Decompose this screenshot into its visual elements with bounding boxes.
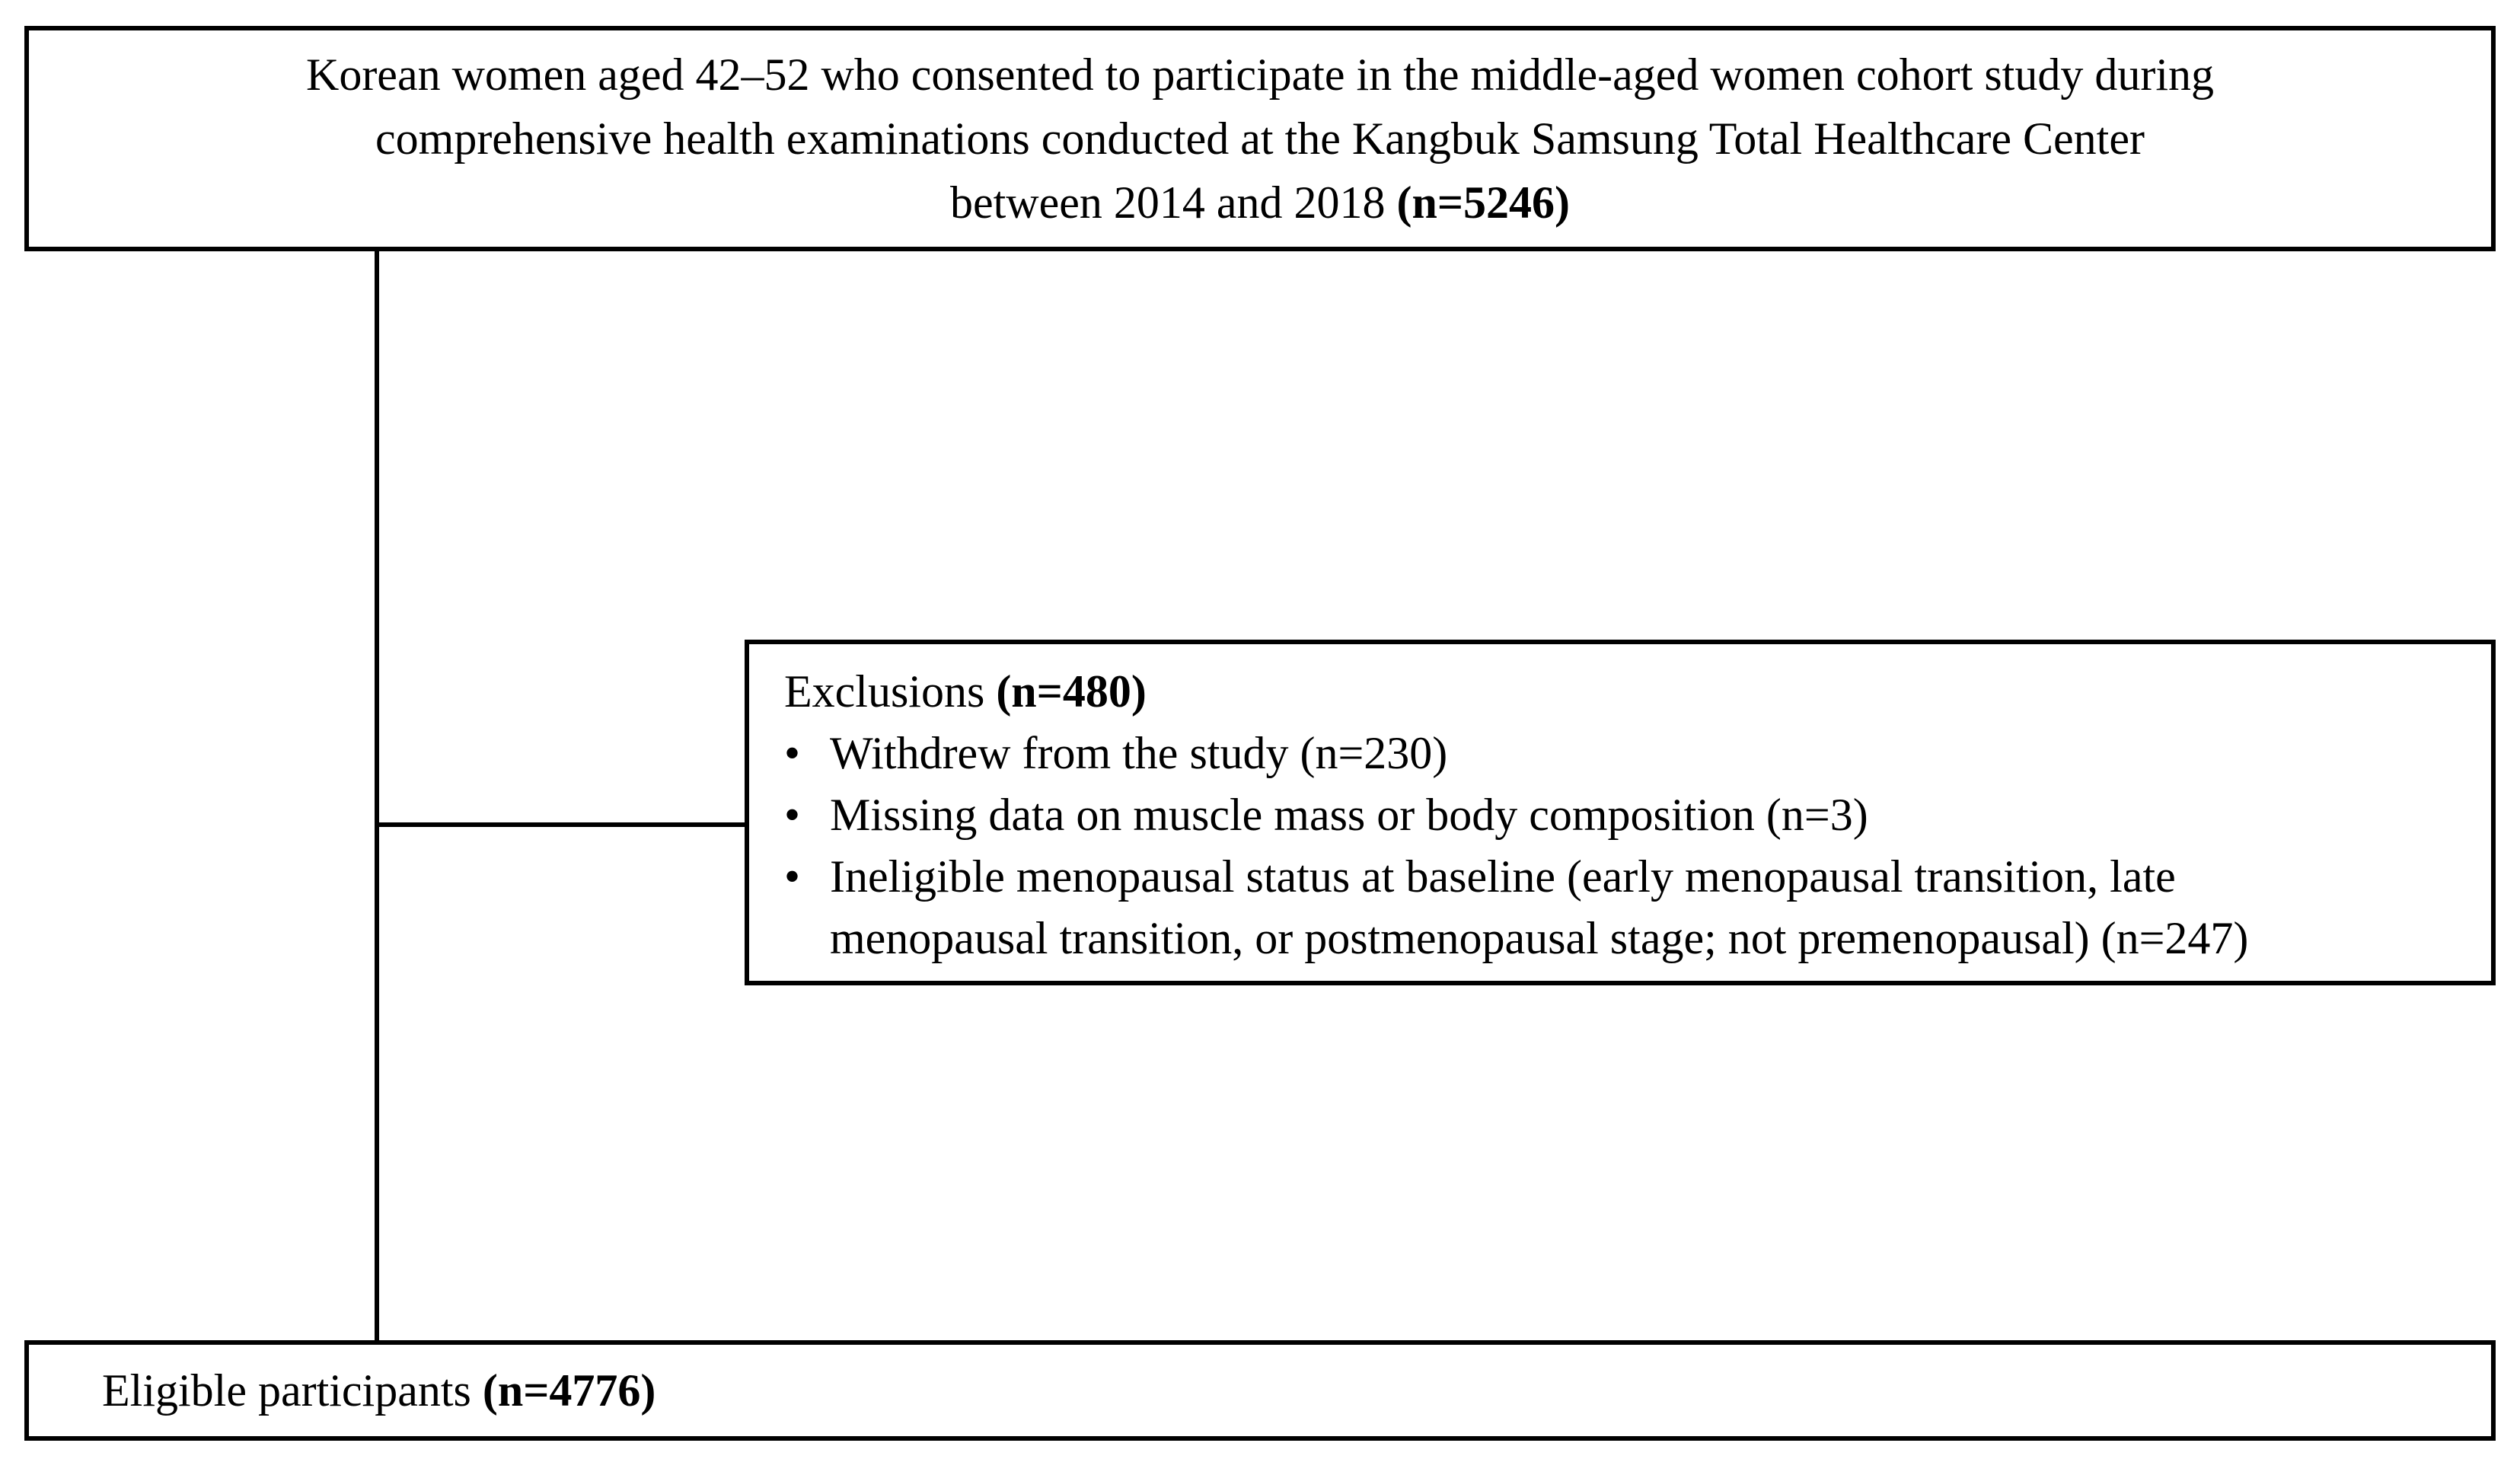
eligible-participants-text — [102, 1365, 656, 1417]
enrollment-line-3 — [950, 171, 1570, 235]
exclusion-item-text-line-1: Ineligible menopausal status at baseline (early menopausal transition, late — [830, 851, 2176, 902]
enrollment-box — [24, 26, 2496, 251]
exclusions-title-label: Exclusions — [784, 666, 997, 717]
exclusion-item-text-line-2: menopausal transition, or postmenopausal stage; not premenopausal) (n=247) — [830, 913, 2249, 963]
exclusions-box — [745, 640, 2496, 985]
exclusion-item-text: Missing data on muscle mass or body composition (n=3) — [830, 790, 1868, 840]
exclusion-item-withdrew — [784, 723, 2461, 784]
enrollment-line-2: comprehensive health examinations conducted at the Kangbuk Samsung Total Healthcare Center — [375, 113, 2145, 164]
vertical-connector-line — [375, 251, 379, 1340]
exclusions-title — [784, 661, 2461, 723]
exclusion-item-text: Withdrew from the study (n=230) — [830, 728, 1448, 778]
bullet-icon: • — [784, 790, 801, 840]
enrollment-period: between 2014 and 2018 — [949, 177, 1397, 228]
exclusion-branch-line — [375, 822, 745, 827]
eligible-participants-box — [24, 1340, 2496, 1441]
eligible-participants-label: Eligible participants — [102, 1365, 483, 1416]
eligible-participants-count: (n=4776) — [482, 1365, 656, 1416]
enrollment-line-1: Korean women aged 42–52 who consented to participate in the middle-aged women cohort study during — [306, 49, 2214, 100]
enrollment-count: (n=5246) — [1396, 177, 1571, 228]
exclusions-count: (n=480) — [996, 666, 1147, 717]
exclusion-item-missing-data — [784, 784, 2461, 846]
exclusion-item-menopausal-status — [784, 846, 2461, 969]
bullet-icon: • — [784, 728, 801, 778]
bullet-icon: • — [784, 851, 801, 902]
